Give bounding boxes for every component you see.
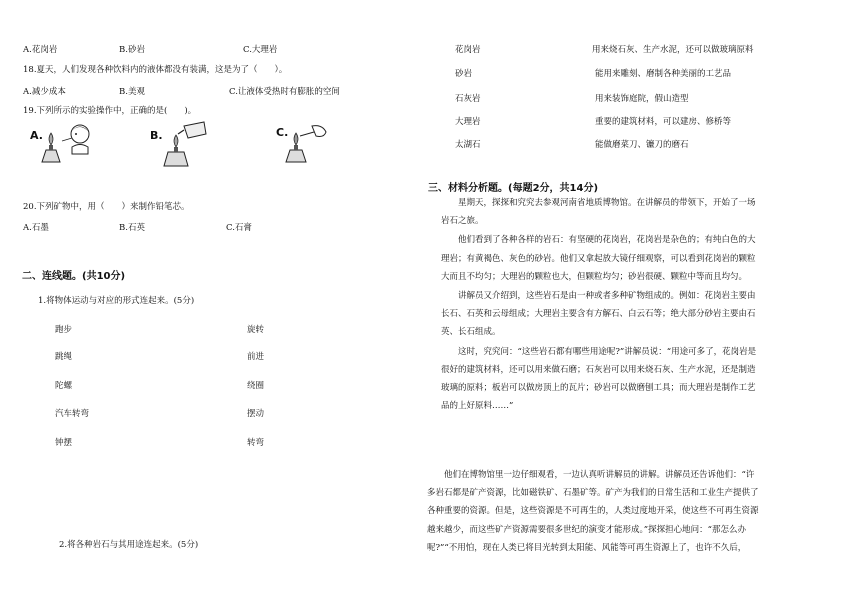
match1-right-item[interactable]: 旋转 — [247, 325, 265, 335]
rock-name[interactable]: 花岗岩 — [455, 45, 481, 55]
match1-right-item[interactable]: 转弯 — [247, 438, 265, 448]
match1-right-item[interactable]: 摆动 — [247, 409, 265, 419]
match1-stem: 1.将物体运动与对应的形式连起来。(5分) — [38, 296, 195, 306]
q20-option-c[interactable]: C.石膏 — [226, 223, 252, 233]
q19-label-b[interactable]: B. — [150, 129, 163, 142]
section2-title: 二、连线题。(共10分) — [22, 271, 126, 282]
passage-paragraph: 这时，究究问：“这些岩石都有哪些用途呢?”讲解员说：“用途可多了，花岗岩是很好的建筑材料，还可以用来做石磨；石灰岩可以用来烧石灰、生产水泥，还是制造玻璃的原料；板岩可以做房顶上的瓦片；砂岩可以做磨刨工具；而大理岩是制作工艺品的上好原料……” — [441, 346, 757, 412]
passage-paragraph: 星期天，探探和究究去参观河南省地质博物馆。在讲解员的带领下，开始了一场岩石之旅。 — [441, 198, 756, 227]
match1-left-item[interactable]: 汽车转弯 — [55, 409, 90, 419]
rock-use[interactable]: 能用来雕刻、磨制各种美丽的工艺品 — [595, 69, 732, 79]
q20-option-b[interactable]: B.石英 — [119, 223, 145, 233]
passage-paragraph: 他们在博物馆里一边仔细观看，一边认真听讲解员的讲解。讲解员还告诉他们：“许多岩石都是矿产资源，比如磁铁矿、石墨矿等。矿产为我们的日常生活和工业生产提供了各种重要的资源。但是，这些资源是不可再生的，人类过度地开采，使这些不可再生资源越来越少，而这些矿产资源需要很多世纪的演变才能形成。”探探担心地问：“那怎么办呢?”“不用怕，现在人类已将目光转到太阳能、风能等可再生资源上了，也许不久后， — [427, 470, 759, 553]
passage-paragraph: 他们看到了各种各样的岩石：有坚硬的花岗岩，花岗岩是杂色的；有纯白色的大理岩；有黄褐色、灰色的砂岩。他们又拿起放大镜仔细观察，可以看到花岗岩的颗粒大而且不均匀；大理岩的颗粒也大，但颗粒均匀；砂岩很硬、颗粒中等而且均匀。 — [441, 235, 756, 282]
q19-label-c[interactable]: C. — [276, 126, 289, 139]
match1-right-item[interactable]: 绕圈 — [247, 381, 265, 391]
rock-name[interactable]: 大理岩 — [455, 117, 481, 127]
q18-option-b[interactable]: B.美观 — [119, 87, 145, 97]
match1-left-item[interactable]: 跳绳 — [55, 352, 73, 362]
q18-option-a[interactable]: A.减少成本 — [23, 87, 66, 97]
rock-use[interactable]: 能做磨菜刀、镰刀的磨石 — [595, 140, 689, 150]
section3-title: 三、材料分析题。(每题2分，共14分) — [428, 183, 599, 194]
match1-left-item[interactable]: 跑步 — [55, 325, 73, 335]
passage-block-lower — [427, 466, 762, 557]
q17-option-b[interactable]: B.砂岩 — [119, 45, 145, 55]
q18-stem: 18.夏天，人们发现各种饮料内的液体都没有装满，这是为了（ ）。 — [23, 65, 288, 75]
match1-left-item[interactable]: 陀螺 — [55, 381, 73, 391]
match2-stem: 2.将各种岩石与其用途连起来。(5分) — [59, 540, 199, 550]
passage-block — [441, 194, 761, 415]
q20-stem: 20.下列矿物中，用（ ）来制作铅笔芯。 — [23, 202, 190, 212]
q19-stem: 19.下列所示的实验操作中，正确的是( )。 — [23, 106, 197, 116]
q19-label-a[interactable]: A. — [30, 129, 43, 142]
q17-option-c[interactable]: C.大理岩 — [243, 45, 278, 55]
rock-name[interactable]: 砂岩 — [455, 69, 473, 79]
q20-option-a[interactable]: A.石墨 — [23, 223, 49, 233]
rock-name[interactable]: 太湖石 — [455, 140, 481, 150]
rock-use[interactable]: 重要的建筑材料，可以建房、修桥等 — [595, 117, 732, 127]
q17-option-a[interactable]: A.花岗岩 — [23, 45, 58, 55]
passage-paragraph: 讲解员又介绍到，这些岩石是由一种或者多种矿物组成的。例如：花岗岩主要由长石、石英和云母组成；大理岩主要含有方解石、白云石等；绝大部分砂岩主要由石英、长石组成。 — [441, 291, 756, 338]
rock-name[interactable]: 石灰岩 — [455, 94, 481, 104]
rock-use[interactable]: 用来烧石灰、生产水泥，还可以做玻璃原料 — [592, 45, 754, 55]
rock-use[interactable]: 用来装饰庭院，假山造型 — [595, 94, 689, 104]
q18-option-c[interactable]: C.让液体受热时有膨胀的空间 — [229, 87, 340, 97]
q19-figure-c-icon — [282, 120, 332, 168]
match1-left-item[interactable]: 钟摆 — [55, 438, 73, 448]
q19-figure-b-icon — [158, 120, 212, 172]
q19-figure-a-icon — [36, 120, 98, 172]
match1-right-item[interactable]: 前进 — [247, 352, 265, 362]
